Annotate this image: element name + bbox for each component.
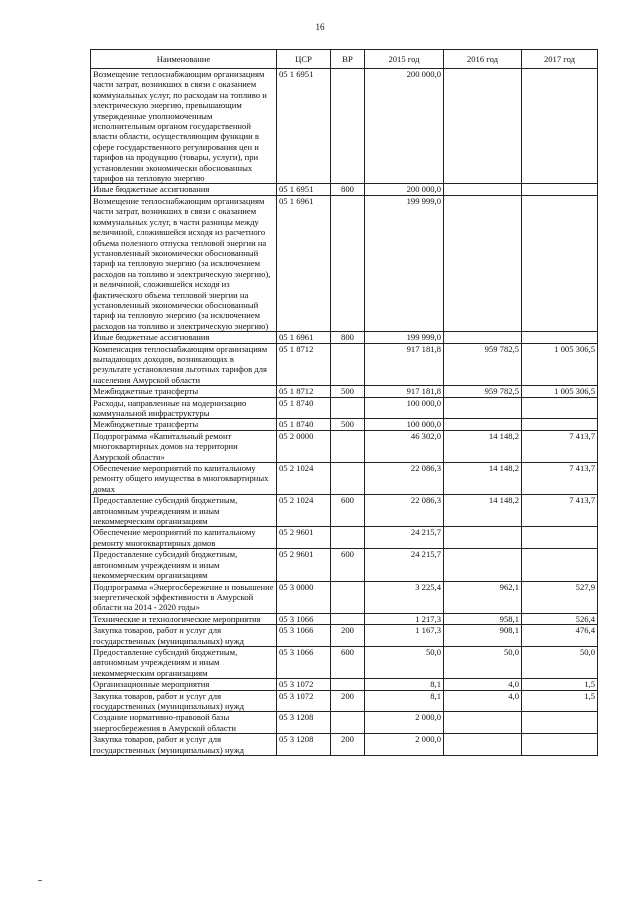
row-vr-cell	[331, 430, 365, 462]
table-row	[91, 343, 598, 386]
row-name-cell: Возмещение теплоснабжающим организациям части затрат, возникших в связи с оказанием коммунальных услуг, в части разницы между величиной, сложившейся исходя из расчетного объема полезного отпуска тепловой энергии на установленный экономически обоснованный тариф на тепловую энергию (за исключением расходов на топливо и электрическую энергию), и величиной, сложившейся исходя из фактического объема тепловой энергии на установленный экономически обоснованный тариф на тепловую энергию (за исключением расходов на топливо и электрическую энергию)	[91, 195, 277, 331]
row-vr-cell: 200	[331, 625, 365, 647]
row-csr-cell: 05 2 9601	[277, 549, 331, 581]
table-header-row	[91, 50, 598, 69]
table-row	[91, 625, 598, 647]
row-2017-cell: 1,5	[522, 690, 598, 712]
row-name-cell: Межбюджетные трансферты	[91, 386, 277, 397]
row-2016-cell	[444, 549, 522, 581]
row-2017-cell	[522, 712, 598, 734]
row-2017-cell: 7 413,7	[522, 495, 598, 527]
row-2015-cell: 8,1	[365, 679, 444, 690]
header-2015: 2015 год	[365, 50, 444, 69]
row-2016-cell	[444, 527, 522, 549]
row-2016-cell	[444, 397, 522, 419]
table-row	[91, 690, 598, 712]
row-2016-cell: 4,0	[444, 690, 522, 712]
table-row	[91, 581, 598, 613]
row-2016-cell: 962,1	[444, 581, 522, 613]
row-name-cell: Межбюджетные трансферты	[91, 419, 277, 430]
row-name-cell: Возмещение теплоснабжающим организациям части затрат, возникших в связи с оказанием коммунальных услуг, по расходам на топливо и электрическую энергию, превышающим утвержденные уполномоченным исполнительным органом государственной власти области, осуществляющим функции в сфере государственного регулирования цен и тарифов на продукцию (товары, услуги), при установлении экономически обоснованных тарифов на тепловую энергию	[91, 69, 277, 184]
row-2015-cell: 1 167,3	[365, 625, 444, 647]
header-2017: 2017 год	[522, 50, 598, 69]
row-name-cell: Предоставление субсидий бюджетным, автономным учреждениям и иным некоммерческим организациям	[91, 549, 277, 581]
row-csr-cell: 05 1 6961	[277, 195, 331, 331]
row-2017-cell	[522, 419, 598, 430]
row-2015-cell: 22 086,3	[365, 463, 444, 495]
row-vr-cell	[331, 679, 365, 690]
row-2016-cell	[444, 712, 522, 734]
row-2017-cell	[522, 549, 598, 581]
row-2015-cell: 917 181,8	[365, 386, 444, 397]
row-2016-cell: 958,1	[444, 613, 522, 624]
row-2017-cell	[522, 184, 598, 195]
row-vr-cell	[331, 463, 365, 495]
row-2015-cell: 100 000,0	[365, 397, 444, 419]
row-2015-cell: 22 086,3	[365, 495, 444, 527]
header-2016: 2016 год	[444, 50, 522, 69]
table-row	[91, 463, 598, 495]
row-2016-cell	[444, 332, 522, 343]
row-name-cell: Компенсация теплоснабжающим организациям выпадающих доходов, возникающих в результате установления льготных тарифов для населения Амурской области	[91, 343, 277, 386]
row-2016-cell: 959 782,5	[444, 343, 522, 386]
row-csr-cell: 05 3 0000	[277, 581, 331, 613]
table-row	[91, 495, 598, 527]
row-name-cell: Предоставление субсидий бюджетным, автономным учреждениям и иным некоммерческим организациям	[91, 495, 277, 527]
row-csr-cell: 05 1 8740	[277, 419, 331, 430]
row-2016-cell	[444, 419, 522, 430]
row-vr-cell: 500	[331, 419, 365, 430]
row-2016-cell	[444, 734, 522, 756]
row-name-cell: Предоставление субсидий бюджетным, автономным учреждениям и иным некоммерческим организациям	[91, 646, 277, 678]
row-csr-cell: 05 3 1072	[277, 690, 331, 712]
row-vr-cell	[331, 397, 365, 419]
row-name-cell: Обеспечение мероприятий по капитальному ремонту общего имущества в многоквартирных домах	[91, 463, 277, 495]
row-2015-cell: 24 215,7	[365, 527, 444, 549]
row-2016-cell: 14 148,2	[444, 495, 522, 527]
row-name-cell: Подпрограмма «Капитальный ремонт многоквартирных домов на территории Амурской области»	[91, 430, 277, 462]
row-vr-cell: 500	[331, 386, 365, 397]
table-row	[91, 549, 598, 581]
row-2015-cell: 200 000,0	[365, 69, 444, 184]
row-2015-cell: 199 999,0	[365, 332, 444, 343]
row-name-cell: Подпрограмма «Энергосбережение и повышение энергетической эффективности в Амурской области на 2014 - 2020 годы»	[91, 581, 277, 613]
row-2017-cell	[522, 69, 598, 184]
row-2017-cell	[522, 527, 598, 549]
row-name-cell: Обеспечение мероприятий по капитальному ремонту многоквартирных домов	[91, 527, 277, 549]
row-2017-cell: 1 005 306,5	[522, 343, 598, 386]
row-vr-cell: 600	[331, 495, 365, 527]
row-2017-cell	[522, 734, 598, 756]
row-name-cell: Технические и технологические мероприятия	[91, 613, 277, 624]
row-2017-cell	[522, 195, 598, 331]
row-csr-cell: 05 3 1066	[277, 613, 331, 624]
table-row	[91, 712, 598, 734]
row-csr-cell: 05 1 6951	[277, 69, 331, 184]
row-2017-cell: 476,4	[522, 625, 598, 647]
table-row	[91, 184, 598, 195]
row-2017-cell: 7 413,7	[522, 463, 598, 495]
row-2016-cell: 908,1	[444, 625, 522, 647]
table-row	[91, 430, 598, 462]
row-2015-cell: 24 215,7	[365, 549, 444, 581]
scan-mark	[38, 880, 42, 881]
row-csr-cell: 05 1 8712	[277, 343, 331, 386]
row-name-cell: Закупка товаров, работ и услуг для государственных (муниципальных) нужд	[91, 625, 277, 647]
row-2015-cell: 2 000,0	[365, 734, 444, 756]
row-csr-cell: 05 1 6961	[277, 332, 331, 343]
row-2015-cell: 2 000,0	[365, 712, 444, 734]
row-2017-cell: 1,5	[522, 679, 598, 690]
row-name-cell: Иные бюджетные ассигнования	[91, 332, 277, 343]
row-2017-cell: 526,4	[522, 613, 598, 624]
row-vr-cell: 800	[331, 332, 365, 343]
row-2016-cell	[444, 184, 522, 195]
table-row	[91, 527, 598, 549]
row-2015-cell: 3 225,4	[365, 581, 444, 613]
row-2017-cell: 7 413,7	[522, 430, 598, 462]
budget-table	[90, 49, 598, 756]
row-2015-cell: 50,0	[365, 646, 444, 678]
table-row	[91, 679, 598, 690]
row-2015-cell: 8,1	[365, 690, 444, 712]
row-2015-cell: 917 181,8	[365, 343, 444, 386]
row-2017-cell: 1 005 306,5	[522, 386, 598, 397]
row-2016-cell	[444, 69, 522, 184]
row-vr-cell	[331, 712, 365, 734]
row-2015-cell: 199 999,0	[365, 195, 444, 331]
table-row	[91, 646, 598, 678]
row-2016-cell: 14 148,2	[444, 463, 522, 495]
table-row	[91, 419, 598, 430]
table-row	[91, 734, 598, 756]
row-2017-cell	[522, 397, 598, 419]
row-name-cell: Создание нормативно-правовой базы энергосбережения в Амурской области	[91, 712, 277, 734]
row-vr-cell: 200	[331, 734, 365, 756]
row-2015-cell: 100 000,0	[365, 419, 444, 430]
row-csr-cell: 05 3 1208	[277, 734, 331, 756]
row-2015-cell: 200 000,0	[365, 184, 444, 195]
row-vr-cell: 200	[331, 690, 365, 712]
row-csr-cell: 05 1 6951	[277, 184, 331, 195]
row-2017-cell: 50,0	[522, 646, 598, 678]
row-vr-cell	[331, 527, 365, 549]
row-name-cell: Расходы, направленные на модернизацию коммунальной инфраструктуры	[91, 397, 277, 419]
row-csr-cell: 05 2 1024	[277, 495, 331, 527]
row-2016-cell: 4,0	[444, 679, 522, 690]
row-csr-cell: 05 1 8712	[277, 386, 331, 397]
row-name-cell: Иные бюджетные ассигнования	[91, 184, 277, 195]
header-csr: ЦСР	[277, 50, 331, 69]
row-2015-cell: 46 302,0	[365, 430, 444, 462]
row-2016-cell	[444, 195, 522, 331]
row-name-cell: Закупка товаров, работ и услуг для государственных (муниципальных) нужд	[91, 734, 277, 756]
row-name-cell: Организационные мероприятия	[91, 679, 277, 690]
table-row	[91, 397, 598, 419]
table-body	[91, 69, 598, 756]
row-csr-cell: 05 3 1066	[277, 625, 331, 647]
row-csr-cell: 05 3 1072	[277, 679, 331, 690]
row-csr-cell: 05 3 1066	[277, 646, 331, 678]
row-name-cell: Закупка товаров, работ и услуг для государственных (муниципальных) нужд	[91, 690, 277, 712]
table-row	[91, 332, 598, 343]
row-vr-cell: 600	[331, 549, 365, 581]
row-csr-cell: 05 3 1208	[277, 712, 331, 734]
table-row	[91, 613, 598, 624]
table-row	[91, 386, 598, 397]
table-row	[91, 69, 598, 184]
row-vr-cell	[331, 343, 365, 386]
row-vr-cell	[331, 69, 365, 184]
row-vr-cell	[331, 613, 365, 624]
row-vr-cell	[331, 581, 365, 613]
row-csr-cell: 05 1 8740	[277, 397, 331, 419]
row-2016-cell: 50,0	[444, 646, 522, 678]
row-2017-cell: 527,9	[522, 581, 598, 613]
row-csr-cell: 05 2 0000	[277, 430, 331, 462]
header-name: Наименование	[91, 50, 277, 69]
row-vr-cell	[331, 195, 365, 331]
table-row	[91, 195, 598, 331]
header-vr: ВР	[331, 50, 365, 69]
row-vr-cell: 800	[331, 184, 365, 195]
row-2016-cell: 14 148,2	[444, 430, 522, 462]
row-vr-cell: 600	[331, 646, 365, 678]
row-2016-cell: 959 782,5	[444, 386, 522, 397]
row-csr-cell: 05 2 9601	[277, 527, 331, 549]
page-number: 16	[315, 22, 325, 32]
row-2015-cell: 1 217,3	[365, 613, 444, 624]
row-2017-cell	[522, 332, 598, 343]
row-csr-cell: 05 2 1024	[277, 463, 331, 495]
